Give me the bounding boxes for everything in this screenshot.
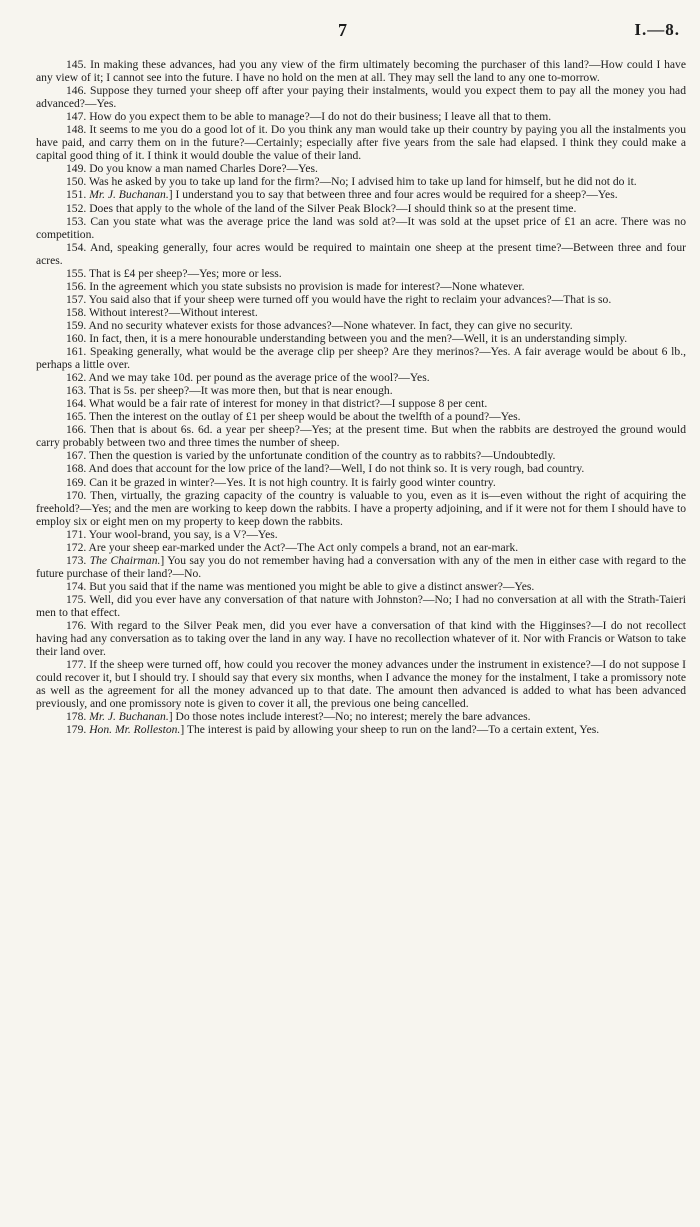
paragraph-text: 147. How do you expect them to be able to manage?—I do not do their business; I leave all that to them.: [66, 110, 552, 124]
testimony-paragraph: [36, 319, 686, 332]
paragraph-text: 175. Well, did you ever have any conversation of that nature with Johnston?—No; I had no conversation at all with the Strath-Taieri men to that effect.: [36, 592, 686, 619]
paragraph-text: 146. Suppose they turned your sheep off after your paying their instalments, would you expect them to pay all the money you had advanced?—Yes.: [36, 84, 686, 111]
testimony-paragraph: [36, 306, 686, 319]
paragraph-text: 149. Do you know a man named Charles Dore?—Yes.: [66, 162, 318, 176]
testimony-paragraph: [36, 528, 686, 541]
question-number: 173.: [66, 553, 90, 567]
testimony-paragraph: [36, 658, 686, 710]
question-number: 151.: [66, 188, 90, 202]
paragraph-text: 162. And we may take 10d. per pound as the average price of the wool?—Yes.: [66, 371, 430, 385]
paragraph-text: 153. Can you state what was the average price the land was sold at?—It was sold at the upset price of £1 an acre. There was no competition.: [36, 214, 686, 241]
paragraph-text: 160. In fact, then, it is a mere honourable understanding between you and the men?—Well, it is an understanding simply.: [66, 331, 628, 345]
question-number: 179.: [66, 723, 90, 737]
testimony-paragraph: [36, 593, 686, 619]
testimony-paragraph: [36, 241, 686, 267]
testimony-paragraph: [36, 267, 686, 280]
paragraph-text: 176. With regard to the Silver Peak men, did you ever have a conversation of that kind with the Higginses?—I do not recollect having had any conversation as to taking over the land in any way. I have no recollection whatever of it. Nor with Francis or Watson to take their land over.: [36, 619, 686, 659]
paragraph-text: ] Do those notes include interest?—No; no interest; merely the bare advances.: [168, 710, 531, 724]
testimony-paragraph: [36, 423, 686, 449]
testimony-paragraph: [36, 202, 686, 215]
paragraph-text: 154. And, speaking generally, four acres would be required to maintain one sheep at the present time?—Between three and four acres.: [36, 240, 686, 267]
testimony-paragraph: [36, 293, 686, 306]
paragraph-text: 158. Without interest?—Without interest.: [66, 305, 258, 319]
speaker-name: The Chairman.: [89, 553, 161, 567]
testimony-paragraph: [36, 215, 686, 241]
testimony-paragraph: [36, 162, 686, 175]
testimony-paragraph: [36, 462, 686, 475]
paragraph-text: 170. Then, virtually, the grazing capacity of the country is valuable to you, even as it is—even without the right of acquiring the freehold?—Yes; and the men are working to keep down the rabbits. I have a property adjoining, and if it were not for them I should have to employ six or eight men on my property to keep down the rabbits.: [36, 488, 686, 528]
paragraph-text: 152. Does that apply to the whole of the land of the Silver Peak Block?—I should think so at the present time.: [66, 201, 577, 215]
testimony-paragraph: [36, 541, 686, 554]
paragraph-text: 145. In making these advances, had you any view of the firm ultimately becoming the purchaser of this land?—How could I have any view of it; I cannot see into the future. I have no hold on the men at all. They may sell the land to any one to-morrow.: [36, 58, 686, 85]
paragraph-text: 161. Speaking generally, what would be the average clip per sheep? Are they merinos?—Yes. A fair average would be about 6 lb., perhaps a little over.: [36, 345, 686, 372]
paragraph-text: 171. Your wool-brand, you say, is a V?—Yes.: [66, 527, 278, 541]
page-header: [0, 20, 700, 44]
speaker-name: Mr. J. Buchanan.: [89, 710, 169, 724]
page-number: 7: [338, 20, 347, 40]
testimony-paragraph: [36, 175, 686, 188]
testimony-paragraph: [36, 710, 686, 723]
paragraph-text: 156. In the agreement which you state subsists no provision is made for interest?—None whatever.: [66, 279, 525, 293]
speaker-name: Hon. Mr. Rolleston.: [89, 723, 181, 737]
paragraph-text: 174. But you said that if the name was mentioned you might be able to give a distinct answer?—Yes.: [66, 579, 535, 593]
paragraph-text: 164. What would be a fair rate of interest for money in that district?—I suppose 8 per cent.: [66, 397, 488, 411]
paragraph-text: 148. It seems to me you do a good lot of it. Do you think any man would take up their country by paying you all the instalments you have paid, and carry them on in the future?—Certainly; especially after five years from the sale had elapsed. I think they could make a capital good thing of it. I think it would double the value of their land.: [36, 123, 686, 163]
paragraph-text: 177. If the sheep were turned off, how could you recover the money advances under the instrument in existence?—I do not suppose I could recover it, but I should try. I should say that every six months, when I advance the money for the instalment, I take a promissory note as well as the agreement for all the money advanced up to that date. The amount then advanced is added to what has been advanced previously, and one promissory note is given to cover it all, the previous one being cancelled.: [36, 658, 686, 711]
testimony-paragraph: [36, 110, 686, 123]
testimony-paragraph: [36, 332, 686, 345]
testimony-paragraph: [36, 84, 686, 110]
testimony-paragraph: [36, 371, 686, 384]
speaker-name: Mr. J. Buchanan.: [89, 188, 169, 202]
paragraph-text: 150. Was he asked by you to take up land for the firm?—No; I advised him to take up land for himself, but he did not do it.: [66, 175, 637, 189]
testimony-paragraph: [36, 345, 686, 371]
testimony-paragraph: [36, 489, 686, 528]
testimony-paragraph: [36, 58, 686, 84]
testimony-paragraph: [36, 580, 686, 593]
paragraph-text: ] I understand you to say that between three and four acres would be required for a sheep?—Yes.: [168, 188, 618, 202]
evidence-text: [36, 58, 686, 736]
paragraph-text: 159. And no security whatever exists for those advances?—None whatever. In fact, they can give no security.: [66, 318, 573, 332]
paragraph-text: 166. Then that is about 6s. 6d. a year per sheep?—Yes; at the present time. But when the rabbits are destroyed the ground would carry probably between two and three times the number of sheep.: [36, 423, 686, 450]
paragraph-text: ] You say you do not remember having had a conversation with any of the men in either case with regard to the future purchase of their land?—No.: [36, 553, 687, 580]
testimony-paragraph: [36, 384, 686, 397]
paragraph-text: ] The interest is paid by allowing your sheep to run on the land?—To a certain extent, Yes.: [180, 723, 600, 737]
testimony-paragraph: [36, 476, 686, 489]
paragraph-text: 168. And does that account for the low price of the land?—Well, I do not think so. It is very rough, bad country.: [66, 462, 585, 476]
document-reference: I.—8.: [634, 20, 680, 39]
testimony-paragraph: [36, 619, 686, 658]
testimony-paragraph: [36, 410, 686, 423]
paragraph-text: 172. Are your sheep ear-marked under the Act?—The Act only compels a brand, not an ear-mark.: [66, 540, 519, 554]
question-number: 178.: [66, 710, 90, 724]
testimony-paragraph: [36, 188, 686, 201]
paragraph-text: 169. Can it be grazed in winter?—Yes. It is not high country. It is fairly good winter country.: [66, 475, 496, 489]
testimony-paragraph: [36, 554, 686, 580]
testimony-paragraph: [36, 280, 686, 293]
testimony-paragraph: [36, 123, 686, 162]
paragraph-text: 167. Then the question is varied by the unfortunate condition of the country as to rabbits?—Undoubtedly.: [66, 449, 556, 463]
testimony-paragraph: [36, 449, 686, 462]
paragraph-text: 165. Then the interest on the outlay of £1 per sheep would be about the twelfth of a pound?—Yes.: [66, 410, 521, 424]
testimony-paragraph: [36, 723, 686, 736]
paragraph-text: 163. That is 5s. per sheep?—It was more then, but that is near enough.: [66, 384, 393, 398]
testimony-paragraph: [36, 397, 686, 410]
paragraph-text: 157. You said also that if your sheep were turned off you would have the right to reclaim your advances?—That is so.: [66, 292, 612, 306]
paragraph-text: 155. That is £4 per sheep?—Yes; more or less.: [66, 266, 282, 280]
